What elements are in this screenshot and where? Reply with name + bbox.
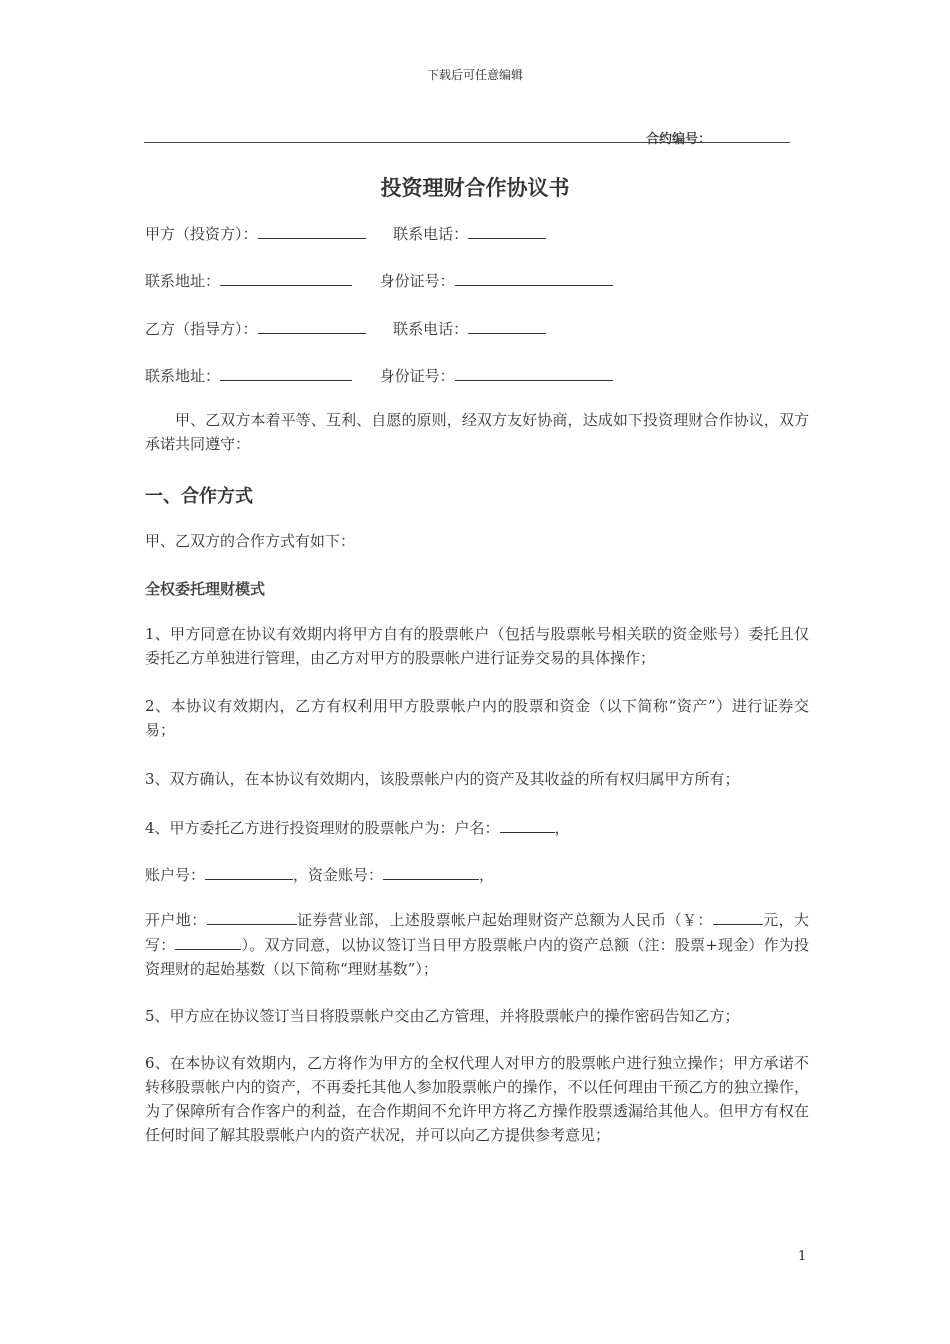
fund-account-blank[interactable] [383,862,479,880]
party-a-label: 甲方（投资方）： [145,225,258,243]
fund-account-end: ， [479,866,495,884]
open-text-1: 证券营业部，上述股票帐户起始理财资产总额为人民币（￥： [296,911,713,929]
intro-paragraph: 甲、乙双方本着平等、互利、自愿的原则，经双方友好协商，达成如下投资理财合作协议，双方承诺共同遵守： [145,411,809,453]
account-label: 账户号： [145,866,206,884]
party-a-phone-blank[interactable] [468,221,546,239]
fund-account-label: ，资金账号： [293,866,384,884]
party-b-address-label: 联系地址： [145,367,221,385]
party-a-id-label: 身份证号： [379,272,455,290]
open-place-blank[interactable] [207,907,297,925]
party-b-address-blank[interactable] [220,363,352,381]
contract-number-label: 合约编号： [646,132,712,147]
section-1-heading: 一、合作方式 [145,486,253,507]
item-4-comma: ， [554,819,570,837]
amount-words-blank[interactable] [175,932,241,950]
party-b-address-row [145,363,613,386]
account-number-blank[interactable] [205,862,293,880]
account-holder-blank[interactable] [500,815,555,833]
party-a-row [145,221,546,244]
amount-blank[interactable] [713,907,763,925]
party-a-name-blank[interactable] [258,221,366,239]
contract-number [646,128,787,147]
mode-heading: 全权委托理财模式 [145,580,266,598]
party-a-address-row [145,268,613,291]
item-4 [145,815,570,838]
open-text-2: 元，大写： [145,911,809,954]
item-3: 3、双方确认，在本协议有效期内，该股票帐户内的资产及其收益的所有权归属甲方所有； [145,770,740,788]
party-b-label: 乙方（指导方）： [145,320,258,338]
party-a-address-blank[interactable] [220,268,352,286]
section-1-lead: 甲、乙双方的合作方式有如下： [145,532,356,550]
party-b-phone-label: 联系电话： [393,320,469,338]
header-note: 下载后可任意编辑 [426,68,523,82]
party-a-phone-label: 联系电话： [393,225,469,243]
opening-paragraph [145,907,809,981]
item-1: 1、甲方同意在协议有效期内将甲方自有的股票帐户（包括与股票帐号相关联的资金账号）委托且仅委托乙方单独进行管理，由乙方对甲方的股票帐户进行证券交易的具体操作； [145,625,809,667]
party-a-address-label: 联系地址： [145,272,221,290]
item-4-text: 4、甲方委托乙方进行投资理财的股票帐户为：户名： [145,819,500,837]
item-6: 6、在本协议有效期内，乙方将作为甲方的全权代理人对甲方的股票帐户进行独立操作；甲方承诺不转移股票帐户内的资产，不再委托其他人参加股票帐户的操作，不以任何理由干预乙方的独立操作，为了保障所有合作客户的利益，在合作期间不允许甲方将乙方操作股票透漏给其他人。但甲方有权在任何时间了解其股票帐户内的资产状况，并可以向乙方提供参考意见； [145,1054,809,1144]
party-b-row [145,316,546,339]
item-2: 2、本协议有效期内，乙方有权利用甲方股票帐户内的股票和资金（以下简称“资产”）进行证券交易； [145,697,809,739]
document-title: 投资理财合作协议书 [380,176,570,200]
item-5: 5、甲方应在协议签订当日将股票帐户交由乙方管理，并将股票帐户的操作密码告知乙方； [145,1007,740,1025]
open-label: 开户地： [145,911,207,929]
page-number: 1 [798,1249,807,1264]
party-b-id-blank[interactable] [455,363,613,381]
party-b-id-label: 身份证号： [379,367,455,385]
open-text-3: ）。双方同意，以协议签订当日甲方股票帐户内的资产总额（注：股票+现金）作为投资理财的起始基数（以下简称“理财基数”）； [145,936,809,978]
party-b-name-blank[interactable] [258,316,366,334]
account-row [145,862,494,885]
party-a-id-blank[interactable] [455,268,613,286]
party-b-phone-blank[interactable] [468,316,546,334]
